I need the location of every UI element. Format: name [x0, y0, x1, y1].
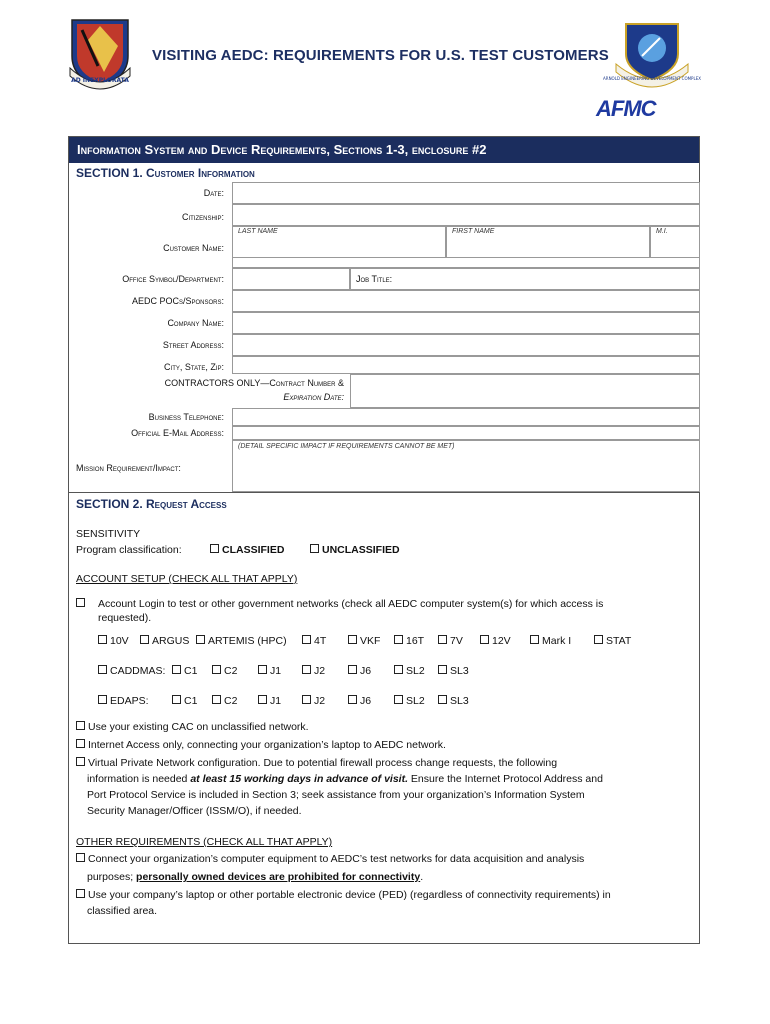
system-option-12v[interactable] [480, 635, 511, 647]
checkbox[interactable] [480, 635, 489, 644]
system-label: ARTEMIS (HPC) [208, 635, 287, 647]
checkbox[interactable] [258, 665, 267, 674]
aedc-complex-logo [603, 20, 701, 90]
street-label: Street Address: [162, 340, 224, 350]
afmc-logo: AFMC [596, 96, 656, 121]
checkbox[interactable] [348, 665, 357, 674]
contractors-label: CONTRACTORS ONLY—Contract Number & [164, 378, 344, 388]
office-label: Office Symbol/Department: [122, 274, 224, 284]
system-label: 4T [314, 635, 327, 647]
edaps-j1[interactable] [258, 695, 281, 707]
vpn-line2 [87, 773, 603, 785]
system-option-7v[interactable] [438, 635, 463, 647]
impact-hint: (DETAIL SPECIFIC IMPACT IF REQUIREMENTS CANNOT BE MET) [238, 443, 455, 450]
complex-logo-text: ARNOLD ENGINEERING DEVELOPMENT COMPLEX [603, 76, 701, 81]
page-title: VISITING AEDC: REQUIREMENTS FOR U.S. TEST CUSTOMERS [152, 47, 609, 64]
level-label: SL2 [406, 665, 425, 677]
unclassified-label: UNCLASSIFIED [322, 544, 400, 556]
caddmas-j1[interactable] [258, 665, 281, 677]
cac-option[interactable] [76, 721, 309, 733]
checkbox[interactable] [172, 665, 181, 674]
checkbox[interactable] [394, 665, 403, 674]
sensitivity-heading: SENSITIVITY [76, 528, 141, 540]
checkbox[interactable] [348, 695, 357, 704]
system-option-4t[interactable] [302, 635, 326, 647]
section-banner: Information System and Device Requirements, Sections 1-3, enclosure #2 [69, 137, 699, 163]
caddmas-sl2[interactable] [394, 665, 425, 677]
edaps-c2[interactable] [212, 695, 237, 707]
checkbox[interactable] [394, 635, 403, 644]
caddmas-option[interactable] [98, 665, 165, 677]
ped-line2: classified area. [87, 905, 158, 917]
connect-line2-post: . [420, 871, 424, 883]
vpn-line2-pre: information is needed [87, 773, 191, 785]
caddmas-j6[interactable] [348, 665, 371, 677]
system-option-vkf[interactable] [348, 635, 380, 647]
program-classification-label: Program classification: [76, 544, 182, 556]
level-label: C2 [224, 695, 238, 707]
checkbox[interactable] [394, 695, 403, 704]
ped-option[interactable] [76, 889, 611, 901]
date-label: Date: [203, 188, 224, 198]
email-label: Official E-Mail Address: [131, 428, 224, 438]
edaps-sl2[interactable] [394, 695, 425, 707]
checkbox[interactable] [438, 635, 447, 644]
classified-checkbox[interactable] [210, 544, 219, 553]
phone-label: Business Telephone: [148, 412, 224, 422]
system-option-mark-i[interactable] [530, 635, 571, 647]
checkbox[interactable] [196, 635, 205, 644]
checkbox[interactable] [530, 635, 539, 644]
aedc-pocs-label: AEDC POCs/Sponsors: [131, 296, 224, 306]
aedc-pocs-field[interactable] [232, 290, 700, 312]
expiration-label: Expiration Date: [283, 392, 344, 402]
internet-option[interactable] [76, 739, 446, 751]
level-label: SL2 [406, 695, 425, 707]
edaps-option[interactable] [98, 695, 149, 707]
system-option-argus[interactable] [140, 635, 189, 647]
connect-option[interactable] [76, 853, 584, 865]
system-label: STAT [606, 635, 632, 647]
first-name-hint: FIRST NAME [452, 228, 495, 235]
edaps-j6[interactable] [348, 695, 371, 707]
section2-heading: SECTION 2. Request Access [76, 497, 227, 511]
office-field[interactable] [232, 268, 350, 290]
system-option-stat[interactable] [594, 635, 631, 647]
other-requirements-heading: OTHER REQUIREMENTS (CHECK ALL THAT APPLY) [76, 836, 333, 848]
contract-number-field[interactable] [350, 374, 700, 408]
checkbox[interactable] [258, 695, 267, 704]
connect-warning: personally owned devices are prohibited for connectivity [136, 871, 421, 883]
caddmas-c2[interactable] [212, 665, 237, 677]
last-name-hint: LAST NAME [238, 228, 278, 235]
level-label: C1 [184, 665, 198, 677]
system-option-artemis[interactable] [196, 635, 287, 647]
system-label: VKF [360, 635, 381, 647]
checkbox[interactable] [98, 695, 107, 704]
level-label: C2 [224, 665, 238, 677]
vpn-option[interactable] [76, 757, 557, 769]
connect-line2-pre: purposes; [87, 871, 137, 883]
job-title-field[interactable] [350, 268, 700, 290]
level-label: J2 [314, 695, 326, 707]
checkbox[interactable] [76, 889, 85, 898]
system-option-10v[interactable] [98, 635, 129, 647]
mi-hint: M.I. [656, 228, 668, 235]
checkbox[interactable] [76, 757, 85, 766]
level-label: J1 [270, 665, 282, 677]
customer-name-label: Customer Name: [163, 243, 224, 253]
emblem-motto: AD INEXPLORATA [71, 77, 129, 84]
checkbox[interactable] [76, 853, 85, 862]
vpn-line4: Security Manager/Officer (ISSM/O), if needed. [87, 805, 302, 817]
level-label: J6 [360, 665, 372, 677]
cac-label: Use your existing CAC on unclassified network. [88, 721, 309, 733]
system-label: 10V [110, 635, 129, 647]
edaps-j2[interactable] [302, 695, 325, 707]
checkbox[interactable] [348, 635, 357, 644]
unclassified-checkbox[interactable] [310, 544, 319, 553]
account-login-checkbox-wrap[interactable] [76, 598, 88, 610]
system-label: ARGUS [152, 635, 190, 647]
vpn-deadline: at least 15 working days in advance of visit. [190, 773, 408, 785]
vpn-line3: Port Protocol Service is included in Section 3; seek assistance from your organization’s Information System [87, 789, 585, 801]
account-login-line1: Account Login to test or other government networks (check all AEDC computer system(s) for which access is [98, 598, 604, 610]
company-label: Company Name: [167, 318, 224, 328]
vpn-line1: Virtual Private Network configuration. Due to potential firewall process change requests, the following [88, 757, 558, 769]
checkbox[interactable] [594, 635, 603, 644]
checkbox[interactable] [140, 635, 149, 644]
level-label: J6 [360, 695, 372, 707]
city-label: City, State, Zip: [164, 362, 224, 372]
section1-heading: SECTION 1. Customer Information [76, 166, 255, 180]
aedc-emblem-logo [68, 16, 132, 92]
level-label: J2 [314, 665, 326, 677]
street-field[interactable] [232, 334, 700, 356]
job-title-label: Job Title: [356, 274, 393, 284]
caddmas-j2[interactable] [302, 665, 325, 677]
unclassified-option[interactable] [310, 544, 400, 556]
edaps-sl3[interactable] [438, 695, 469, 707]
checkbox[interactable] [302, 695, 311, 704]
caddmas-label: CADDMAS: [110, 665, 166, 677]
level-label: J1 [270, 695, 282, 707]
connect-line1: Connect your organization’s computer equipment to AEDC’s test networks for data acquisition and analysis [88, 853, 585, 865]
system-label: 7V [450, 635, 463, 647]
checkbox[interactable] [212, 665, 221, 674]
system-label: 16T [406, 635, 425, 647]
checkbox[interactable] [302, 665, 311, 674]
checkbox[interactable] [438, 665, 447, 674]
email-field[interactable] [232, 426, 700, 440]
city-field[interactable] [232, 356, 700, 374]
spacer-row [232, 258, 700, 268]
level-label: SL3 [450, 695, 469, 707]
checkbox[interactable] [98, 635, 107, 644]
account-login-line2: requested). [98, 612, 152, 624]
level-label: C1 [184, 695, 198, 707]
mission-label: Mission Requirement/Impact: [76, 463, 181, 473]
level-label: SL3 [450, 665, 469, 677]
date-field[interactable] [232, 182, 700, 204]
vpn-line2-post: Ensure the Internet Protocol Address and [408, 773, 603, 785]
checkbox[interactable] [76, 721, 85, 730]
system-label: 12V [492, 635, 511, 647]
citizenship-field[interactable] [232, 204, 700, 226]
edaps-label: EDAPS: [110, 695, 149, 707]
caddmas-sl3[interactable] [438, 665, 469, 677]
account-setup-heading: ACCOUNT SETUP (CHECK ALL THAT APPLY) [76, 573, 298, 585]
system-label: Mark I [542, 635, 572, 647]
phone-field[interactable] [232, 408, 700, 426]
checkbox[interactable] [302, 635, 311, 644]
checkbox[interactable] [172, 695, 181, 704]
checkbox[interactable] [212, 695, 221, 704]
caddmas-c1[interactable] [172, 665, 197, 677]
system-option-16t[interactable] [394, 635, 424, 647]
checkbox[interactable] [438, 695, 447, 704]
classified-option[interactable] [210, 544, 284, 556]
citizenship-label: Citizenship: [181, 212, 224, 222]
section-divider [69, 492, 700, 493]
account-login-checkbox[interactable] [76, 598, 85, 607]
connect-line2 [87, 871, 423, 883]
checkbox[interactable] [98, 665, 107, 674]
internet-label: Internet Access only, connecting your organization’s laptop to AEDC network. [88, 739, 446, 751]
ped-line1: Use your company’s laptop or other portable electronic device (PED) (regardless of connectivity requirements) in [88, 889, 611, 901]
company-field[interactable] [232, 312, 700, 334]
classified-label: CLASSIFIED [222, 544, 285, 556]
checkbox[interactable] [76, 739, 85, 748]
edaps-c1[interactable] [172, 695, 197, 707]
